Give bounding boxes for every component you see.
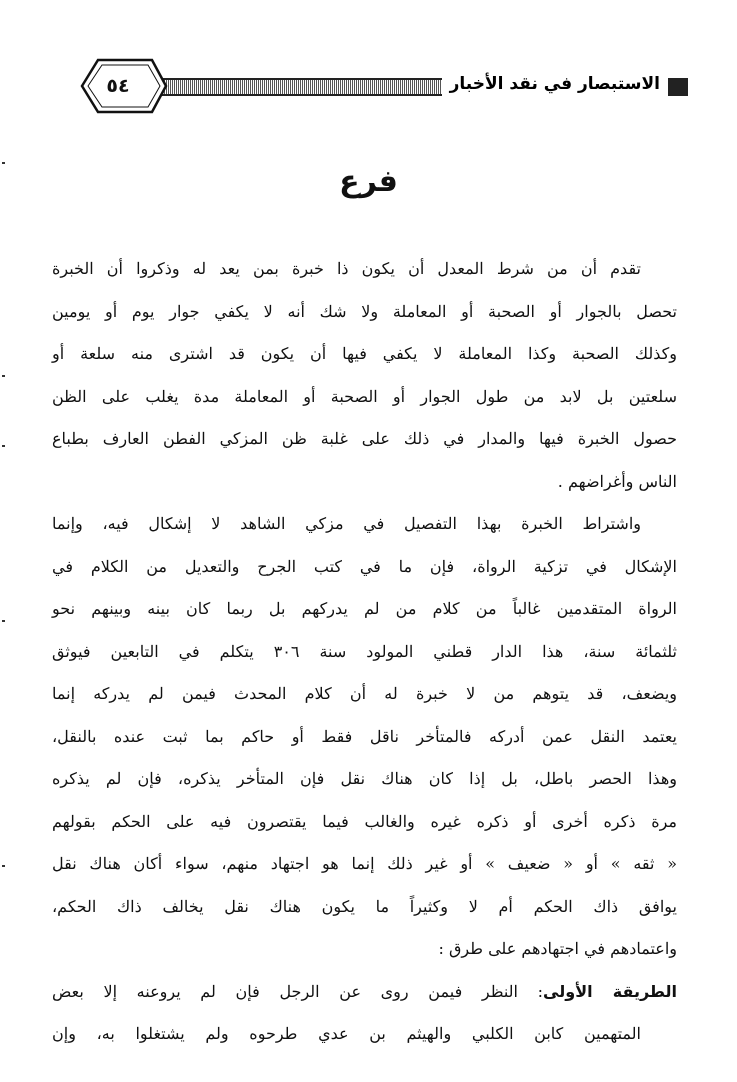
text-line (52, 503, 677, 546)
margin-mark (2, 375, 5, 377)
running-title: الاستبصار في نقد الأخبار (442, 68, 668, 100)
text-line (52, 971, 677, 1014)
text-line-content: : النظر فيمن روى عن الرجل فإن لم يروعنه إلا بعض (52, 981, 544, 1001)
text-line-content: تحصل بالجوار أو الصحبة أو المعاملة ولا شك أنه لا يكفي جوار يوم أو يومين (52, 301, 678, 321)
text-line-content: مرة ذكره أخرى أو ذكره غيره والغالب فيما يقتصرون فيه على الحكم بقولهم (52, 811, 677, 831)
text-line (52, 886, 677, 929)
text-line-content: الإشكال في تزكية الرواة، فإن ما في كتب الجرح والتعديل من الكلام في (52, 556, 677, 576)
page-header (68, 58, 708, 116)
text-line (52, 631, 677, 674)
text-line-content: يوافق ذاك الحكم أم لا وكثيراً ما يكون هناك نقل يخالف ذاك الحكم، (52, 896, 677, 916)
text-line (52, 418, 677, 461)
text-line-content: الرواة المتقدمين غالباً من كلام من لم يدركهم بل ربما كان بينه وبينهم نحو (52, 599, 677, 618)
text-line-content: واشتراط الخبرة بهذا التفصيل في مزكي الشاهد لا إشكال فيه، وإنما (52, 514, 641, 533)
section-heading: فرع (339, 164, 398, 199)
margin-mark (2, 865, 5, 867)
text-line (52, 291, 677, 334)
text-line-content: واعتمادهم في اجتهادهم على طرق : (438, 939, 677, 958)
text-line-content: سلعتين بل لابد من طول الجوار أو الصحبة أو المعاملة مدة يغلب على الظن (52, 386, 677, 406)
text-line (52, 333, 677, 376)
method-label: الطريقة الأولى (543, 981, 677, 1001)
text-line (52, 1013, 677, 1056)
text-line-content: يعتمد النقل عمن أدركه فالمتأخر ناقل فقط أو حاكم بما ثبت عنده بالنقل، (52, 726, 677, 746)
text-line-content: تقدم أن من شرط المعدل أن يكون ذا خبرة بمن يعد له وذكروا أن الخبرة (52, 259, 641, 278)
text-line-content: وكذلك الصحبة وكذا المعاملة لا يكفي فيها أن يكون قد اشترى منه سلعة أو (52, 344, 677, 363)
text-line-content: « ثقه » أو « ضعيف » أو غير ذلك إنما هو اجتهاد منهم، سواء أكان هناك نقل (52, 854, 677, 873)
margin-mark (2, 162, 5, 164)
text-line (52, 461, 677, 504)
text-line (52, 758, 677, 801)
text-line-content: ويضعف، قد يتوهم من لا خبرة له أن كلام المحدث فيمن لم يدركه إنما (52, 684, 677, 703)
page-number: ٥٤ (106, 75, 130, 97)
text-line-content: ثلثمائة سنة، هذا الدار قطني المولود سنة ٣٠٦ يتكلم في التابعين فيوثق (52, 641, 677, 661)
text-line-content: المتهمين كابن الكلبي والهيثم بن عدي طرحوه ولم يشتغلوا به، وإن (52, 1024, 641, 1043)
body-text (52, 248, 677, 1056)
text-line (52, 248, 677, 291)
text-line (52, 546, 677, 589)
text-line-content: حصول الخبرة فيها والمدار في ذلك على غلبة ظن المزكي الفطن العارف بطباع (52, 429, 677, 448)
header-square-ornament (668, 80, 688, 94)
margin-mark (2, 445, 5, 447)
text-line (52, 716, 677, 759)
text-line (52, 588, 677, 631)
text-line (52, 801, 677, 844)
text-line-content: الناس وأغراضهم . (557, 471, 677, 491)
text-line (52, 673, 677, 716)
text-line-content: وهذا الحصر باطل، بل إذا كان هناك نقل فإن المتأخر يذكره، فإن لم يذكره (52, 769, 677, 788)
page-number-badge (68, 58, 168, 114)
margin-mark (2, 620, 5, 622)
text-line (52, 376, 677, 419)
text-line (52, 843, 677, 886)
text-line (52, 928, 677, 971)
